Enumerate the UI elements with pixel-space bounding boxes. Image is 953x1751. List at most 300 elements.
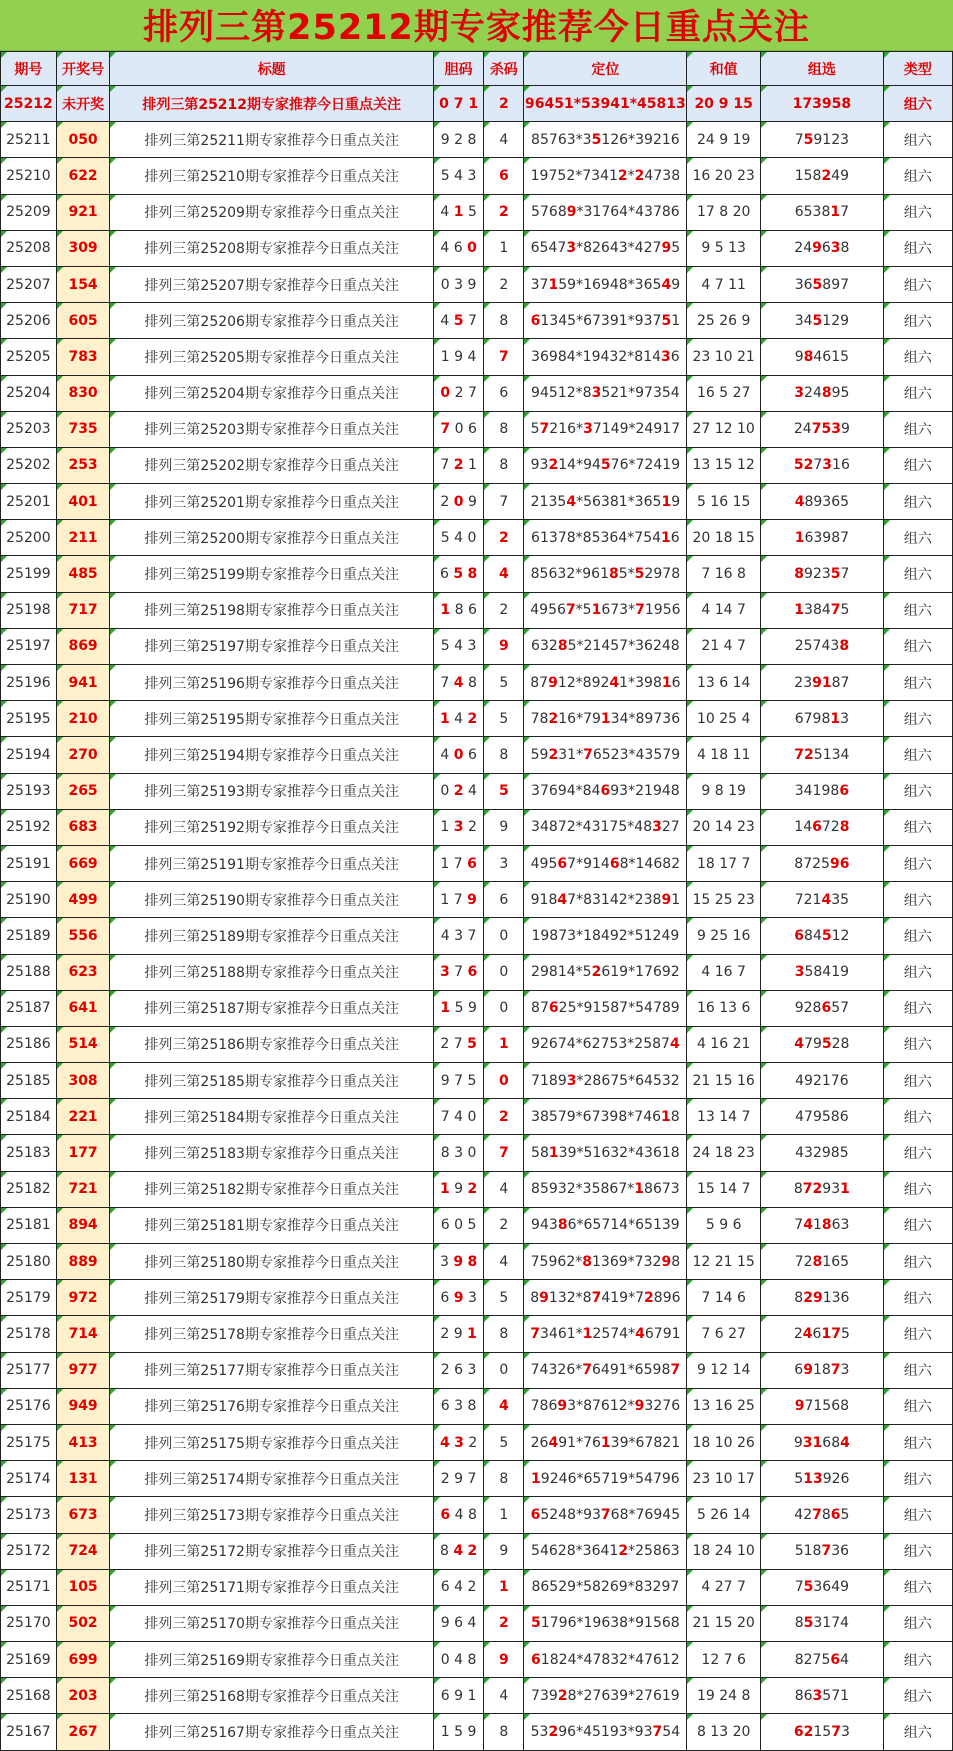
cell-bold-code: 2 0 9 (434, 484, 484, 520)
cell-position: 73461*12574*46791 (524, 1316, 687, 1352)
cell-bold-code: 0 2 7 (434, 375, 484, 411)
cell-sum: 24 9 19 (687, 122, 761, 158)
cell-position: 26491*76139*67821 (524, 1424, 687, 1460)
cell-title: 排列三第25171期专家推荐今日重点关注 (110, 1569, 434, 1605)
cell-issue: 25212 (1, 86, 57, 122)
cell-bold-code: 2 9 7 (434, 1461, 484, 1497)
cell-issue: 25187 (1, 990, 57, 1026)
cell-group: 984615 (761, 339, 884, 375)
cell-position: 37159*16948*36549 (524, 266, 687, 302)
cell-position: 65248*93768*76945 (524, 1497, 687, 1533)
cell-title: 排列三第25182期专家推荐今日重点关注 (110, 1171, 434, 1207)
cell-bold-code: 4 6 0 (434, 230, 484, 266)
cell-title: 排列三第25211期专家推荐今日重点关注 (110, 122, 434, 158)
cell-type: 组六 (883, 1171, 952, 1207)
cell-draw: 783 (56, 339, 110, 375)
cell-title: 排列三第25185期专家推荐今日重点关注 (110, 1063, 434, 1099)
table-row (1, 1026, 953, 1062)
cell-kill-code: 2 (484, 266, 524, 302)
cell-type: 组六 (883, 1316, 952, 1352)
cell-sum: 19 24 8 (687, 1678, 761, 1714)
cell-draw: 265 (56, 773, 110, 809)
cell-type: 组六 (883, 1135, 952, 1171)
cell-type: 组六 (883, 375, 952, 411)
cell-bold-code: 6 9 1 (434, 1678, 484, 1714)
cell-kill-code: 2 (484, 194, 524, 230)
cell-draw: 714 (56, 1316, 110, 1352)
cell-issue: 25192 (1, 809, 57, 845)
cell-group: 892357 (761, 556, 884, 592)
cell-title: 排列三第25175期专家推荐今日重点关注 (110, 1424, 434, 1460)
cell-title: 排列三第25194期专家推荐今日重点关注 (110, 737, 434, 773)
cell-bold-code: 1 3 2 (434, 809, 484, 845)
cell-issue: 25169 (1, 1642, 57, 1678)
cell-title: 排列三第25186期专家推荐今日重点关注 (110, 1026, 434, 1062)
cell-draw: 556 (56, 918, 110, 954)
cell-issue: 25205 (1, 339, 57, 375)
table-row-current (1, 86, 953, 122)
cell-kill-code: 5 (484, 1280, 524, 1316)
cell-kill-code: 7 (484, 484, 524, 520)
cell-bold-code: 6 5 8 (434, 556, 484, 592)
cell-draw: 972 (56, 1280, 110, 1316)
cell-draw: 050 (56, 122, 110, 158)
cell-type: 组六 (883, 520, 952, 556)
cell-type: 组六 (883, 1497, 952, 1533)
table-row (1, 1642, 953, 1678)
cell-type: 组六 (883, 194, 952, 230)
cell-bold-code: 8 3 0 (434, 1135, 484, 1171)
cell-title: 排列三第25210期专家推荐今日重点关注 (110, 158, 434, 194)
cell-draw: 735 (56, 411, 110, 447)
cell-bold-code: 7 4 0 (434, 1099, 484, 1135)
cell-bold-code: 0 3 9 (434, 266, 484, 302)
col-header-draw: 开奖号 (56, 52, 110, 86)
cell-bold-code: 4 3 7 (434, 918, 484, 954)
cell-bold-code: 0 4 8 (434, 1642, 484, 1678)
cell-title: 排列三第25201期专家推荐今日重点关注 (110, 484, 434, 520)
cell-draw: 401 (56, 484, 110, 520)
cell-draw: 941 (56, 665, 110, 701)
cell-position: 65473*82643*42795 (524, 230, 687, 266)
cell-kill-code: 2 (484, 592, 524, 628)
cell-sum: 13 14 7 (687, 1099, 761, 1135)
cell-group: 621573 (761, 1714, 884, 1750)
cell-position: 74326*76491*65987 (524, 1352, 687, 1388)
cell-type: 组六 (883, 665, 952, 701)
cell-issue: 25174 (1, 1461, 57, 1497)
cell-draw: 270 (56, 737, 110, 773)
cell-type: 组六 (883, 845, 952, 881)
cell-bold-code: 5 4 3 (434, 628, 484, 664)
cell-draw: 未开奖 (56, 86, 110, 122)
table-row (1, 1678, 953, 1714)
page-title: 排列三第25212期专家推荐今日重点关注 (143, 8, 810, 48)
cell-kill-code: 2 (484, 86, 524, 122)
cell-position: 49567*51673*71956 (524, 592, 687, 628)
cell-position: 94386*65714*65139 (524, 1207, 687, 1243)
table-row (1, 737, 953, 773)
cell-kill-code: 9 (484, 1642, 524, 1678)
cell-issue: 25207 (1, 266, 57, 302)
cell-title: 排列三第25192期专家推荐今日重点关注 (110, 809, 434, 845)
cell-sum: 4 16 21 (687, 1026, 761, 1062)
cell-draw: 177 (56, 1135, 110, 1171)
cell-position: 93214*94576*72419 (524, 447, 687, 483)
table-row (1, 918, 953, 954)
cell-issue: 25186 (1, 1026, 57, 1062)
cell-position: 19873*18492*51249 (524, 918, 687, 954)
cell-title: 排列三第25206期专家推荐今日重点关注 (110, 303, 434, 339)
cell-kill-code: 7 (484, 339, 524, 375)
cell-title: 排列三第25167期专家推荐今日重点关注 (110, 1714, 434, 1750)
cell-title: 排列三第25202期专家推荐今日重点关注 (110, 447, 434, 483)
cell-group: 653817 (761, 194, 884, 230)
table-row (1, 375, 953, 411)
cell-sum: 17 8 20 (687, 194, 761, 230)
cell-sum: 20 9 15 (687, 86, 761, 122)
cell-kill-code: 8 (484, 1714, 524, 1750)
cell-issue: 25206 (1, 303, 57, 339)
cell-title: 排列三第25196期专家推荐今日重点关注 (110, 665, 434, 701)
cell-bold-code: 0 7 1 (434, 86, 484, 122)
cell-sum: 15 14 7 (687, 1171, 761, 1207)
col-header-type: 类型 (883, 52, 952, 86)
cell-type: 组六 (883, 339, 952, 375)
cell-position: 89132*87419*72896 (524, 1280, 687, 1316)
cell-issue: 25183 (1, 1135, 57, 1171)
cell-position: 86529*58269*83297 (524, 1569, 687, 1605)
cell-kill-code: 4 (484, 122, 524, 158)
cell-sum: 8 13 20 (687, 1714, 761, 1750)
cell-kill-code: 8 (484, 303, 524, 339)
cell-bold-code: 6 4 2 (434, 1569, 484, 1605)
cell-type: 组六 (883, 1244, 952, 1280)
cell-type: 组六 (883, 737, 952, 773)
cell-bold-code: 4 5 7 (434, 303, 484, 339)
cell-group: 728165 (761, 1244, 884, 1280)
cell-group: 853174 (761, 1605, 884, 1641)
cell-title: 排列三第25181期专家推荐今日重点关注 (110, 1207, 434, 1243)
cell-issue: 25202 (1, 447, 57, 483)
cell-type: 组六 (883, 1678, 952, 1714)
cell-group: 239187 (761, 665, 884, 701)
cell-draw: 267 (56, 1714, 110, 1750)
table-row (1, 1280, 953, 1316)
cell-title: 排列三第25189期专家推荐今日重点关注 (110, 918, 434, 954)
cell-group: 725134 (761, 737, 884, 773)
cell-bold-code: 4 3 2 (434, 1424, 484, 1460)
cell-title: 排列三第25172期专家推荐今日重点关注 (110, 1533, 434, 1569)
cell-kill-code: 1 (484, 230, 524, 266)
cell-bold-code: 1 9 4 (434, 339, 484, 375)
cell-issue: 25182 (1, 1171, 57, 1207)
cell-position: 54628*36412*25863 (524, 1533, 687, 1569)
table-row (1, 1135, 953, 1171)
cell-sum: 23 10 21 (687, 339, 761, 375)
cell-title: 排列三第25209期专家推荐今日重点关注 (110, 194, 434, 230)
cell-kill-code: 6 (484, 882, 524, 918)
cell-type: 组六 (883, 990, 952, 1026)
cell-group: 173958 (761, 86, 884, 122)
cell-kill-code: 7 (484, 1135, 524, 1171)
cell-draw: 889 (56, 1244, 110, 1280)
cell-type: 组六 (883, 1352, 952, 1388)
cell-type: 组六 (883, 592, 952, 628)
cell-type: 组六 (883, 158, 952, 194)
cell-title: 排列三第25207期专家推荐今日重点关注 (110, 266, 434, 302)
cell-type: 组六 (883, 1424, 952, 1460)
cell-title: 排列三第25177期专家推荐今日重点关注 (110, 1352, 434, 1388)
cell-type: 组六 (883, 447, 952, 483)
cell-group: 872931 (761, 1171, 884, 1207)
cell-bold-code: 1 7 6 (434, 845, 484, 881)
cell-kill-code: 4 (484, 1171, 524, 1207)
cell-sum: 12 21 15 (687, 1244, 761, 1280)
cell-group: 146728 (761, 809, 884, 845)
cell-kill-code: 4 (484, 1244, 524, 1280)
cell-group: 427865 (761, 1497, 884, 1533)
cell-group: 358419 (761, 954, 884, 990)
cell-sum: 4 18 11 (687, 737, 761, 773)
cell-sum: 23 10 17 (687, 1461, 761, 1497)
cell-title: 排列三第25183期专家推荐今日重点关注 (110, 1135, 434, 1171)
cell-sum: 5 9 6 (687, 1207, 761, 1243)
cell-draw: 413 (56, 1424, 110, 1460)
cell-type: 组六 (883, 773, 952, 809)
cell-issue: 25181 (1, 1207, 57, 1243)
cell-group: 257438 (761, 628, 884, 664)
cell-draw: 309 (56, 230, 110, 266)
cell-draw: 673 (56, 1497, 110, 1533)
table-row (1, 303, 953, 339)
cell-title: 排列三第25168期专家推荐今日重点关注 (110, 1678, 434, 1714)
cell-position: 73928*27639*27619 (524, 1678, 687, 1714)
cell-sum: 20 14 23 (687, 809, 761, 845)
cell-type: 组六 (883, 411, 952, 447)
cell-title: 排列三第25187期专家推荐今日重点关注 (110, 990, 434, 1026)
cell-group: 341986 (761, 773, 884, 809)
cell-draw: 485 (56, 556, 110, 592)
cell-draw: 605 (56, 303, 110, 339)
table-row (1, 411, 953, 447)
cell-title: 排列三第25178期专家推荐今日重点关注 (110, 1316, 434, 1352)
cell-group: 247539 (761, 411, 884, 447)
cell-bold-code: 1 9 2 (434, 1171, 484, 1207)
cell-position: 91847*83142*23891 (524, 882, 687, 918)
cell-group: 246175 (761, 1316, 884, 1352)
cell-group: 518736 (761, 1533, 884, 1569)
cell-kill-code: 4 (484, 556, 524, 592)
cell-kill-code: 5 (484, 665, 524, 701)
cell-bold-code: 6 9 3 (434, 1280, 484, 1316)
cell-issue: 25173 (1, 1497, 57, 1533)
cell-draw: 683 (56, 809, 110, 845)
cell-sum: 16 5 27 (687, 375, 761, 411)
table-row (1, 1461, 953, 1497)
cell-draw: 724 (56, 1533, 110, 1569)
cell-title: 排列三第25198期专家推荐今日重点关注 (110, 592, 434, 628)
cell-kill-code: 8 (484, 447, 524, 483)
cell-group: 872596 (761, 845, 884, 881)
cell-position: 78216*79134*89736 (524, 701, 687, 737)
page-title-bar (0, 0, 953, 51)
cell-sum: 10 25 4 (687, 701, 761, 737)
cell-group: 432985 (761, 1135, 884, 1171)
cell-position: 34872*43175*48327 (524, 809, 687, 845)
cell-issue: 25171 (1, 1569, 57, 1605)
cell-sum: 5 26 14 (687, 1497, 761, 1533)
cell-sum: 7 16 8 (687, 556, 761, 592)
col-header-bold-code: 胆码 (434, 52, 484, 86)
header-row (1, 52, 953, 86)
cell-bold-code: 1 5 9 (434, 1714, 484, 1750)
cell-group: 492176 (761, 1063, 884, 1099)
cell-position: 19246*65719*54796 (524, 1461, 687, 1497)
cell-draw: 221 (56, 1099, 110, 1135)
cell-type: 组六 (883, 954, 952, 990)
cell-bold-code: 2 7 5 (434, 1026, 484, 1062)
cell-title: 排列三第25190期专家推荐今日重点关注 (110, 882, 434, 918)
cell-group: 827564 (761, 1642, 884, 1678)
cell-issue: 25193 (1, 773, 57, 809)
cell-group: 365897 (761, 266, 884, 302)
table-row (1, 665, 953, 701)
cell-sum: 25 26 9 (687, 303, 761, 339)
cell-group: 324895 (761, 375, 884, 411)
cell-position: 19752*73412*24738 (524, 158, 687, 194)
cell-bold-code: 9 2 8 (434, 122, 484, 158)
cell-sum: 27 12 10 (687, 411, 761, 447)
cell-draw: 830 (56, 375, 110, 411)
cell-issue: 25209 (1, 194, 57, 230)
cell-position: 61378*85364*75416 (524, 520, 687, 556)
cell-title: 排列三第25204期专家推荐今日重点关注 (110, 375, 434, 411)
cell-type: 组六 (883, 122, 952, 158)
cell-draw: 721 (56, 1171, 110, 1207)
table-row (1, 1388, 953, 1424)
cell-group: 741863 (761, 1207, 884, 1243)
cell-position: 87912*89241*39816 (524, 665, 687, 701)
col-header-sum: 和值 (687, 52, 761, 86)
cell-bold-code: 4 1 5 (434, 194, 484, 230)
cell-sum: 4 16 7 (687, 954, 761, 990)
cell-bold-code: 5 4 3 (434, 158, 484, 194)
cell-title: 排列三第25200期专家推荐今日重点关注 (110, 520, 434, 556)
cell-group: 691873 (761, 1352, 884, 1388)
cell-kill-code: 2 (484, 1207, 524, 1243)
cell-sum: 21 15 16 (687, 1063, 761, 1099)
cell-draw: 699 (56, 1642, 110, 1678)
cell-bold-code: 6 0 5 (434, 1207, 484, 1243)
cell-bold-code: 0 2 4 (434, 773, 484, 809)
cell-type: 组六 (883, 1461, 952, 1497)
cell-sum: 5 16 15 (687, 484, 761, 520)
cell-issue: 25175 (1, 1424, 57, 1460)
cell-draw: 499 (56, 882, 110, 918)
table-row (1, 447, 953, 483)
cell-draw: 622 (56, 158, 110, 194)
cell-kill-code: 6 (484, 158, 524, 194)
table-row (1, 1099, 953, 1135)
cell-draw: 869 (56, 628, 110, 664)
cell-group: 863571 (761, 1678, 884, 1714)
cell-group: 759123 (761, 122, 884, 158)
cell-sum: 7 6 27 (687, 1316, 761, 1352)
cell-kill-code: 1 (484, 1026, 524, 1062)
cell-kill-code: 8 (484, 1461, 524, 1497)
cell-title: 排列三第25203期专家推荐今日重点关注 (110, 411, 434, 447)
cell-position: 87625*91587*54789 (524, 990, 687, 1026)
cell-type: 组六 (883, 266, 952, 302)
cell-draw: 253 (56, 447, 110, 483)
cell-type: 组六 (883, 556, 952, 592)
cell-type: 组六 (883, 701, 952, 737)
cell-type: 组六 (883, 1388, 952, 1424)
cell-draw: 154 (56, 266, 110, 302)
cell-kill-code: 8 (484, 1316, 524, 1352)
cell-bold-code: 7 0 6 (434, 411, 484, 447)
cell-issue: 25210 (1, 158, 57, 194)
cell-issue: 25177 (1, 1352, 57, 1388)
cell-title: 排列三第25180期专家推荐今日重点关注 (110, 1244, 434, 1280)
table-row (1, 230, 953, 266)
cell-issue: 25200 (1, 520, 57, 556)
cell-type: 组六 (883, 882, 952, 918)
cell-kill-code: 5 (484, 701, 524, 737)
cell-bold-code: 2 6 3 (434, 1352, 484, 1388)
table-row (1, 1207, 953, 1243)
table-row (1, 809, 953, 845)
cell-kill-code: 2 (484, 1099, 524, 1135)
cell-title: 排列三第25170期专家推荐今日重点关注 (110, 1605, 434, 1641)
cell-issue: 25201 (1, 484, 57, 520)
cell-type: 组六 (883, 1063, 952, 1099)
cell-group: 479528 (761, 1026, 884, 1062)
cell-bold-code: 1 4 2 (434, 701, 484, 737)
table-row (1, 592, 953, 628)
cell-kill-code: 2 (484, 520, 524, 556)
cell-title: 排列三第25179期专家推荐今日重点关注 (110, 1280, 434, 1316)
cell-position: 53296*45193*93754 (524, 1714, 687, 1750)
cell-issue: 25184 (1, 1099, 57, 1135)
table-row (1, 339, 953, 375)
cell-position: 58139*51632*43618 (524, 1135, 687, 1171)
table-row (1, 882, 953, 918)
cell-type: 组六 (883, 303, 952, 339)
cell-kill-code: 9 (484, 628, 524, 664)
table-row (1, 701, 953, 737)
cell-sum: 15 25 23 (687, 882, 761, 918)
cell-draw: 308 (56, 1063, 110, 1099)
cell-kill-code: 4 (484, 1678, 524, 1714)
cell-bold-code: 1 7 9 (434, 882, 484, 918)
cell-sum: 4 27 7 (687, 1569, 761, 1605)
col-header-kill-code: 杀码 (484, 52, 524, 86)
cell-kill-code: 0 (484, 918, 524, 954)
table-row (1, 628, 953, 664)
cell-sum: 7 14 6 (687, 1280, 761, 1316)
cell-position: 96451*53941*45813 (524, 86, 687, 122)
table-row (1, 1244, 953, 1280)
cell-type: 组六 (883, 918, 952, 954)
cell-position: 57216*37149*24917 (524, 411, 687, 447)
cell-title: 排列三第25191期专家推荐今日重点关注 (110, 845, 434, 881)
cell-kill-code: 5 (484, 773, 524, 809)
cell-draw: 717 (56, 592, 110, 628)
cell-group: 928657 (761, 990, 884, 1026)
cell-issue: 25197 (1, 628, 57, 664)
